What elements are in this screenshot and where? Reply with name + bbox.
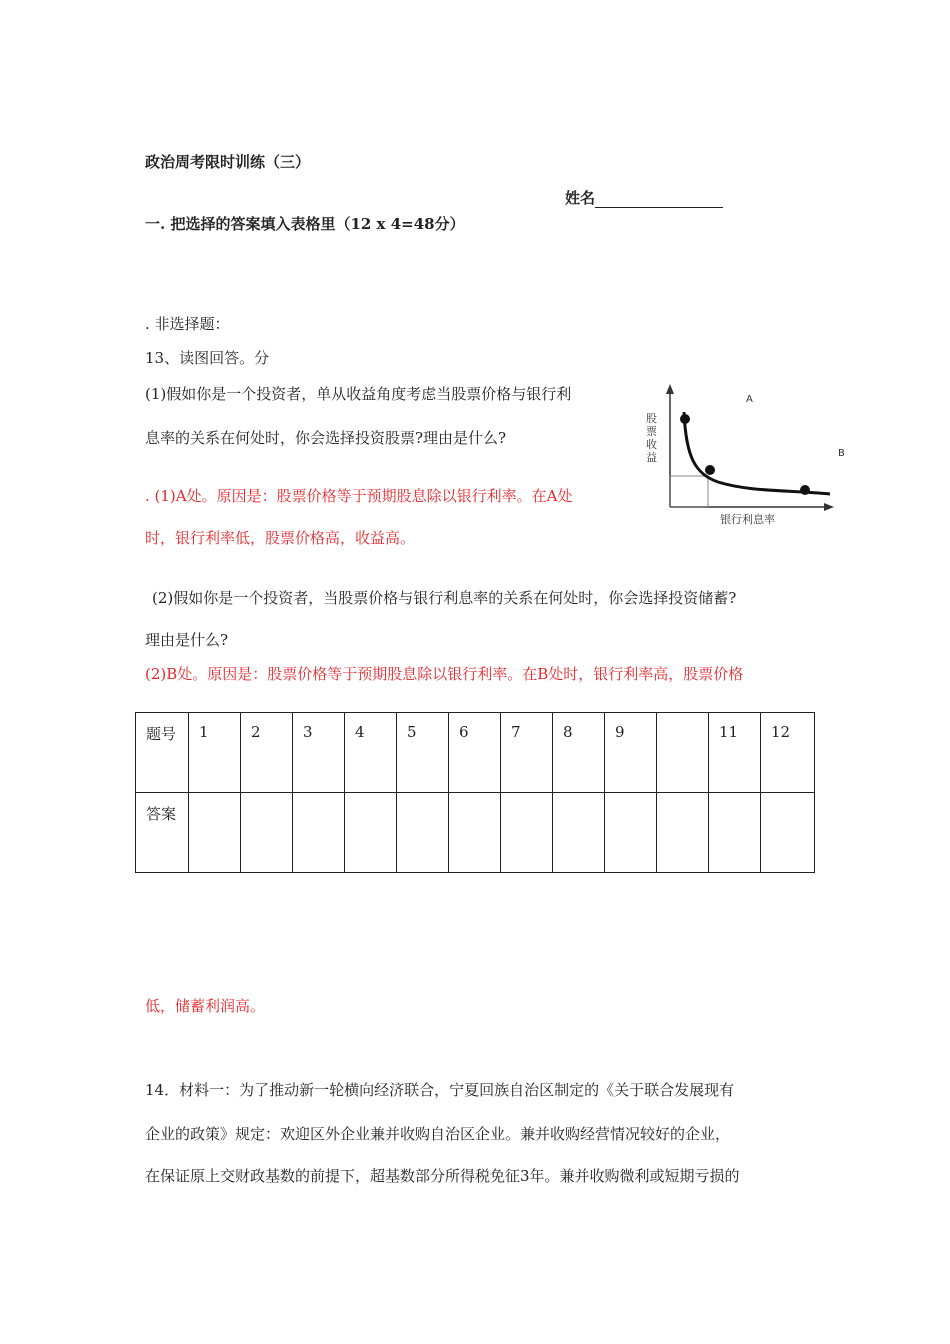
answer-cell[interactable] (397, 793, 449, 873)
x-axis-arrow (824, 503, 834, 511)
xlabel: 银行利息率 (720, 513, 775, 526)
number-cell: 3 (293, 713, 345, 793)
q13-answer1-line1: . (1)A处。原因是：股票价格等于预期股息除以银行利率。在A处 (145, 487, 573, 505)
row-header-answer: 答案 (136, 793, 189, 873)
number-cell: 7 (501, 713, 553, 793)
answer-cell[interactable] (189, 793, 241, 873)
point-mid (705, 465, 715, 475)
number-cell: 5 (397, 713, 449, 793)
ylabel-char-2: 票 (646, 425, 657, 438)
label-a: A (746, 394, 753, 405)
answer-cell[interactable] (241, 793, 293, 873)
reference-box (670, 476, 708, 507)
row-header-number: 题号 (136, 713, 189, 793)
label-b: B (838, 448, 845, 459)
yield-curve (684, 412, 830, 494)
number-cell: 11 (709, 713, 761, 793)
stock-yield-figure (640, 382, 850, 532)
answer-cell[interactable] (345, 793, 397, 873)
point-b (800, 485, 810, 495)
y-axis-arrow (666, 384, 674, 394)
answer-cell[interactable] (449, 793, 501, 873)
q13-part2-line1: (2)假如你是一个投资者，当股票价格与银行利息率的关系在何处时，你会选择投资储蓄? (152, 589, 737, 607)
answer-cell[interactable] (501, 793, 553, 873)
q13-answer1-line2: 时，银行利率低，股票价格高，收益高。 (145, 529, 416, 547)
number-cell: 2 (241, 713, 293, 793)
table-row-numbers (136, 713, 815, 793)
answer-cell[interactable] (605, 793, 657, 873)
q13-answer2-line2: 低，储蓄利润高。 (145, 997, 266, 1015)
number-cell: 1 (189, 713, 241, 793)
answer-cell[interactable] (761, 793, 815, 873)
name-blank[interactable] (595, 191, 723, 208)
q14-line3: 在保证原上交财政基数的前提下，超基数部分所得税免征3年。兼并收购微利或短期亏损的 (145, 1167, 740, 1185)
name-label: 姓名 (565, 189, 596, 207)
page-title: 政治周考限时训练（三） (145, 153, 311, 171)
answer-cell[interactable] (553, 793, 605, 873)
q13-part2-line2: 理由是什么? (145, 631, 229, 649)
q14-line2: 企业的政策》规定：欢迎区外企业兼并收购自治区企业。兼并收购经营情况较好的企业， (145, 1125, 731, 1143)
answer-cell[interactable] (293, 793, 345, 873)
section1-heading: 一. 把选择的答案填入表格里（12 x 4=48分） (145, 215, 465, 233)
answer-cell[interactable] (709, 793, 761, 873)
number-cell: 12 (761, 713, 815, 793)
answer-cell[interactable] (657, 793, 709, 873)
section2-heading: . 非选择题： (145, 315, 230, 333)
name-field (565, 188, 723, 208)
number-cell: 8 (553, 713, 605, 793)
table-row-answers (136, 793, 815, 873)
q13-part1-line2: 息率的关系在何处时，你会选择投资股票?理由是什么? (145, 429, 507, 447)
q14-line1: 14．材料一：为了推动新一轮横向经济联合，宁夏回族自治区制定的《关于联合发展现有 (145, 1081, 735, 1099)
q13-part1-line1: (1)假如你是一个投资者，单从收益角度考虑当股票价格与银行利 (145, 385, 572, 403)
q13-heading: 13、读图回答。分 (145, 349, 270, 367)
ylabel-char-1: 股 (646, 412, 657, 425)
q13-answer2-line1: (2)B处。原因是：股票价格等于预期股息除以银行利率。在B处时，银行利率高，股票价格 (145, 665, 744, 683)
ylabel-char-4: 益 (646, 451, 657, 464)
number-cell (657, 713, 709, 793)
number-cell: 6 (449, 713, 501, 793)
number-cell: 4 (345, 713, 397, 793)
point-a (680, 414, 690, 424)
ylabel-char-3: 收 (646, 438, 657, 451)
number-cell: 9 (605, 713, 657, 793)
answer-table (135, 712, 815, 873)
